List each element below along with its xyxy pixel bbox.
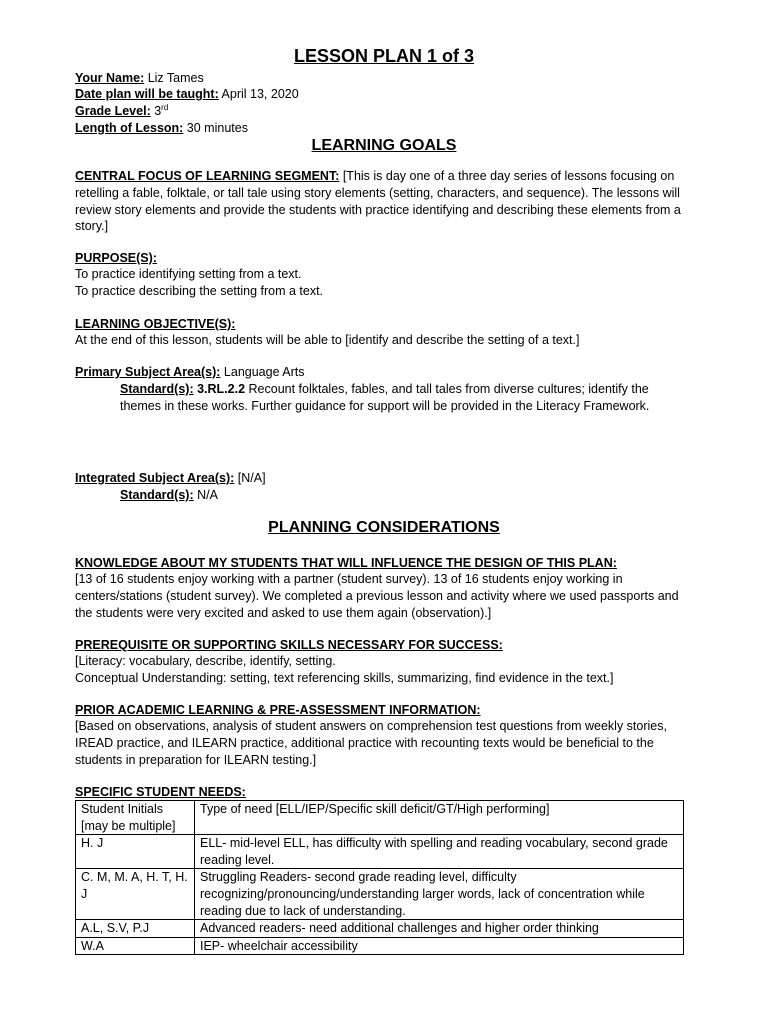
table-cell-need: ELL- mid-level ELL, has difficulty with spelling and reading vocabulary, second grade reading level. xyxy=(195,835,684,869)
table-row xyxy=(76,937,684,955)
grade-label: Grade Level: xyxy=(75,104,151,118)
table-cell-need: Advanced readers- need additional challenges and higher order thinking xyxy=(195,920,684,938)
table-cell-initials: H. J xyxy=(76,835,195,869)
table-row xyxy=(76,869,684,920)
purpose-label-text: PURPOSE(S): xyxy=(75,251,157,265)
table-cell-initials: A.L, S.V, P.J xyxy=(76,920,195,938)
primary-standard-code: 3.RL.2.2 xyxy=(193,382,246,396)
prerequisite-line-1: [Literacy: vocabulary, describe, identify, setting. xyxy=(75,654,336,668)
table-cell-initials: C. M, M. A, H. T, H. J xyxy=(76,869,195,920)
table-row xyxy=(76,801,684,835)
page-title: LESSON PLAN 1 of 3 xyxy=(293,46,475,66)
knowledge-label xyxy=(75,555,617,572)
objective-text: At the end of this lesson, students will be able to [identify and describe the setting of a text.] xyxy=(75,333,580,347)
date-label: Date plan will be taught: xyxy=(75,87,219,101)
planning-considerations-heading: PLANNING CONSIDERATIONS xyxy=(268,519,500,536)
objective-label xyxy=(75,316,235,333)
central-focus-text: [This is day one of a three day series of lessons focusing on retelling a fable, folktale, or tall tale using story elements (setting, characters, and sequence). The lessons will review story elements and provide the students with practice identifying and describing these elements from a story.] xyxy=(75,169,681,234)
primary-subject-label: Primary Subject Area(s): xyxy=(75,365,221,379)
grade-line xyxy=(75,103,168,120)
primary-standard xyxy=(120,381,690,415)
primary-subject-value: Language Arts xyxy=(220,365,305,379)
prior-label-text: PRIOR ACADEMIC LEARNING & PRE-ASSESSMENT INFORMATION: xyxy=(75,703,481,717)
table-header-need: Type of need [ELL/IEP/Specific skill deficit/GT/High performing] xyxy=(195,801,684,835)
prior-label xyxy=(75,702,481,719)
table-row xyxy=(76,920,684,938)
central-focus-label: CENTRAL FOCUS OF LEARNING SEGMENT: xyxy=(75,169,340,183)
purpose-line-2: To practice describing the setting from a text. xyxy=(75,284,324,298)
table-cell-need: IEP- wheelchair accessibility xyxy=(195,937,684,955)
table-cell-need: Struggling Readers- second grade reading level, difficulty recognizing/pronouncing/understanding larger words, lack of concentration while reading due to lack of understanding. xyxy=(195,869,684,920)
prerequisite-label xyxy=(75,637,503,654)
primary-standard-text: Recount folktales, fables, and tall tales from diverse cultures; identify the themes in these works. Further guidance for support will be provided in the Literacy Framework. xyxy=(120,382,650,413)
teacher-name-line xyxy=(75,70,204,87)
integrated-standard-value: N/A xyxy=(193,488,218,502)
grade-value: 3 xyxy=(150,104,162,118)
knowledge-label-text: KNOWLEDGE ABOUT MY STUDENTS THAT WILL INFLUENCE THE DESIGN OF THIS PLAN: xyxy=(75,556,617,570)
knowledge-text: [13 of 16 students enjoy working with a partner (student survey). 13 of 16 students enjoy working in centers/stations (student survey). We completed a previous lesson and activity where we used passports and the students were very excited and asked to use them again (observation).] xyxy=(75,572,679,620)
integrated-standard-label: Standard(s): xyxy=(120,488,194,502)
grade-superscript: rd xyxy=(161,103,169,112)
table-cell-initials: W.A xyxy=(76,937,195,955)
central-focus-section xyxy=(75,168,690,235)
date-value: April 13, 2020 xyxy=(218,87,299,101)
integrated-subject-line xyxy=(75,470,266,487)
primary-subject-line xyxy=(75,364,305,381)
length-line xyxy=(75,120,248,137)
purpose-line-1: To practice identifying setting from a text. xyxy=(75,267,302,281)
prior-text: [Based on observations, analysis of student answers on comprehension test questions from weekly stories, IREAD practice, and ILEARN practice, additional practice with recounting texts would be beneficial to the students in preparation for ILEARN testing.] xyxy=(75,719,667,767)
name-value: Liz Tames xyxy=(144,71,204,85)
name-label: Your Name: xyxy=(75,71,145,85)
length-value: 30 minutes xyxy=(183,121,248,135)
learning-goals-heading: LEARNING GOALS xyxy=(311,137,457,154)
integrated-standard-line xyxy=(120,487,218,504)
table-header-initials: Student Initials [may be multiple] xyxy=(76,801,195,835)
prerequisite-line-2: Conceptual Understanding: setting, text referencing skills, summarizing, find evidence in the text.] xyxy=(75,671,614,685)
integrated-subject-value: [N/A] xyxy=(234,471,266,485)
specific-needs-label-text: SPECIFIC STUDENT NEEDS: xyxy=(75,785,246,799)
specific-needs-label xyxy=(75,784,246,801)
primary-standard-label: Standard(s): xyxy=(120,382,194,396)
table-row xyxy=(76,835,684,869)
student-needs-table xyxy=(75,800,684,955)
purpose-label xyxy=(75,250,157,267)
integrated-subject-label: Integrated Subject Area(s): xyxy=(75,471,235,485)
date-line xyxy=(75,86,299,103)
objective-label-text: LEARNING OBJECTIVE(S): xyxy=(75,317,236,331)
prerequisite-label-text: PREREQUISITE OR SUPPORTING SKILLS NECESSARY FOR SUCCESS: xyxy=(75,638,503,652)
length-label: Length of Lesson: xyxy=(75,121,184,135)
